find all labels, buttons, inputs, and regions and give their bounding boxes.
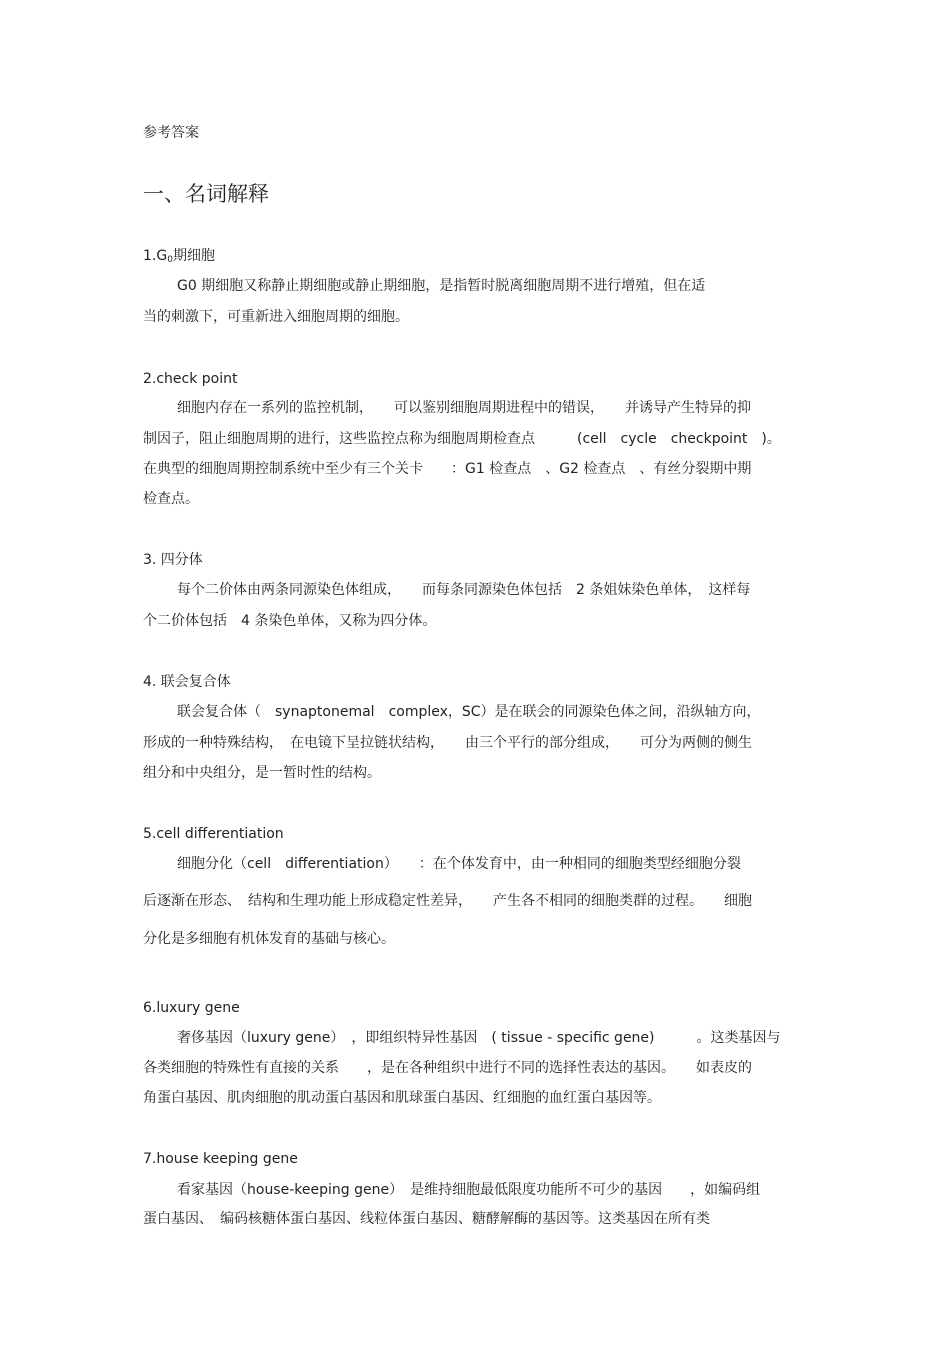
document-header: 参考答案: [143, 125, 199, 141]
term-2-line-1: 细胞内存在一系列的监控机制， 可以鉴别细胞周期进程中的错误， 并诱导产生特异的抑: [177, 400, 751, 416]
term-6-line-2: 各类细胞的特殊性有直接的关系 ，是在各种组织中进行不同的选择性表达的基因。 如表皮的: [143, 1060, 752, 1076]
term-1-line-2: 当的刺激下，可重新进入细胞周期的细胞。: [143, 309, 409, 325]
term-3-title: 3. 四分体: [143, 552, 203, 568]
term-1-title-prefix: 1.G: [143, 248, 168, 264]
term-4-line-1: 联会复合体（ synaptonemal complex，SC）是在联会的同源染色体之间，沿纵轴方向，: [177, 704, 761, 720]
section-title: 一、名词解释: [143, 182, 269, 206]
term-4-title: 4. 联会复合体: [143, 674, 231, 690]
term-5-line-2: 后逐渐在形态、 结构和生理功能上形成稳定性差异， 产生各不相同的细胞类群的过程。 细胞: [143, 893, 752, 909]
term-6-line-3: 角蛋白基因、肌肉细胞的肌动蛋白基因和肌球蛋白基因、红细胞的血红蛋白基因等。: [143, 1090, 661, 1106]
term-1-title-suffix: 期细胞: [172, 248, 215, 264]
term-5-line-1: 细胞分化（cell differentiation） ：在个体发育中，由一种相同的细胞类型经细胞分裂: [177, 856, 741, 872]
term-2-title: 2.check point: [143, 371, 238, 387]
term-7-title: 7.house keeping gene: [143, 1151, 298, 1167]
term-5-line-3: 分化是多细胞有机体发育的基础与核心。: [143, 931, 395, 947]
term-2-line-3: 在典型的细胞周期控制系统中至少有三个关卡 ：G1 检查点 、G2 检查点 、有丝分裂期中期: [143, 461, 752, 477]
term-1-title: [143, 247, 215, 269]
term-6-line-1: 奢侈基因（luxury gene） ，即组织特异性基因 ( tissue - specific gene) 。这类基因与: [177, 1030, 781, 1046]
term-5-title: 5.cell differentiation: [143, 826, 284, 842]
term-4-line-2: 形成的一种特殊结构， 在电镜下呈拉链状结构， 由三个平行的部分组成， 可分为两侧的侧生: [143, 735, 752, 751]
term-7-line-2: 蛋白基因、 编码核糖体蛋白基因、线粒体蛋白基因、糖酵解酶的基因等。这类基因在所有类: [143, 1211, 710, 1227]
term-2-line-4: 检查点。: [143, 491, 199, 507]
term-3-line-2: 个二价体包括 4 条染色单体，又称为四分体。: [143, 613, 437, 629]
term-3-line-1: 每个二价体由两条同源染色体组成， 而每条同源染色体包括 2 条姐妹染色单体， 这样每: [177, 582, 751, 598]
term-6-title: 6.luxury gene: [143, 1000, 240, 1016]
term-4-line-3: 组分和中央组分，是一暂时性的结构。: [143, 765, 381, 781]
term-7-line-1: 看家基因（house-keeping gene） 是维持细胞最低限度功能所不可少的基因 ，如编码组: [177, 1182, 761, 1198]
term-1-title-subscript: 0: [167, 255, 173, 265]
term-1-line-1: G0 期细胞又称静止期细胞或静止期细胞，是指暂时脱离细胞周期不进行增殖，但在适: [177, 278, 706, 294]
term-2-line-2: 制因子，阻止细胞周期的进行，这些监控点称为细胞周期检查点 (cell cycle checkpoint )。: [143, 431, 781, 447]
